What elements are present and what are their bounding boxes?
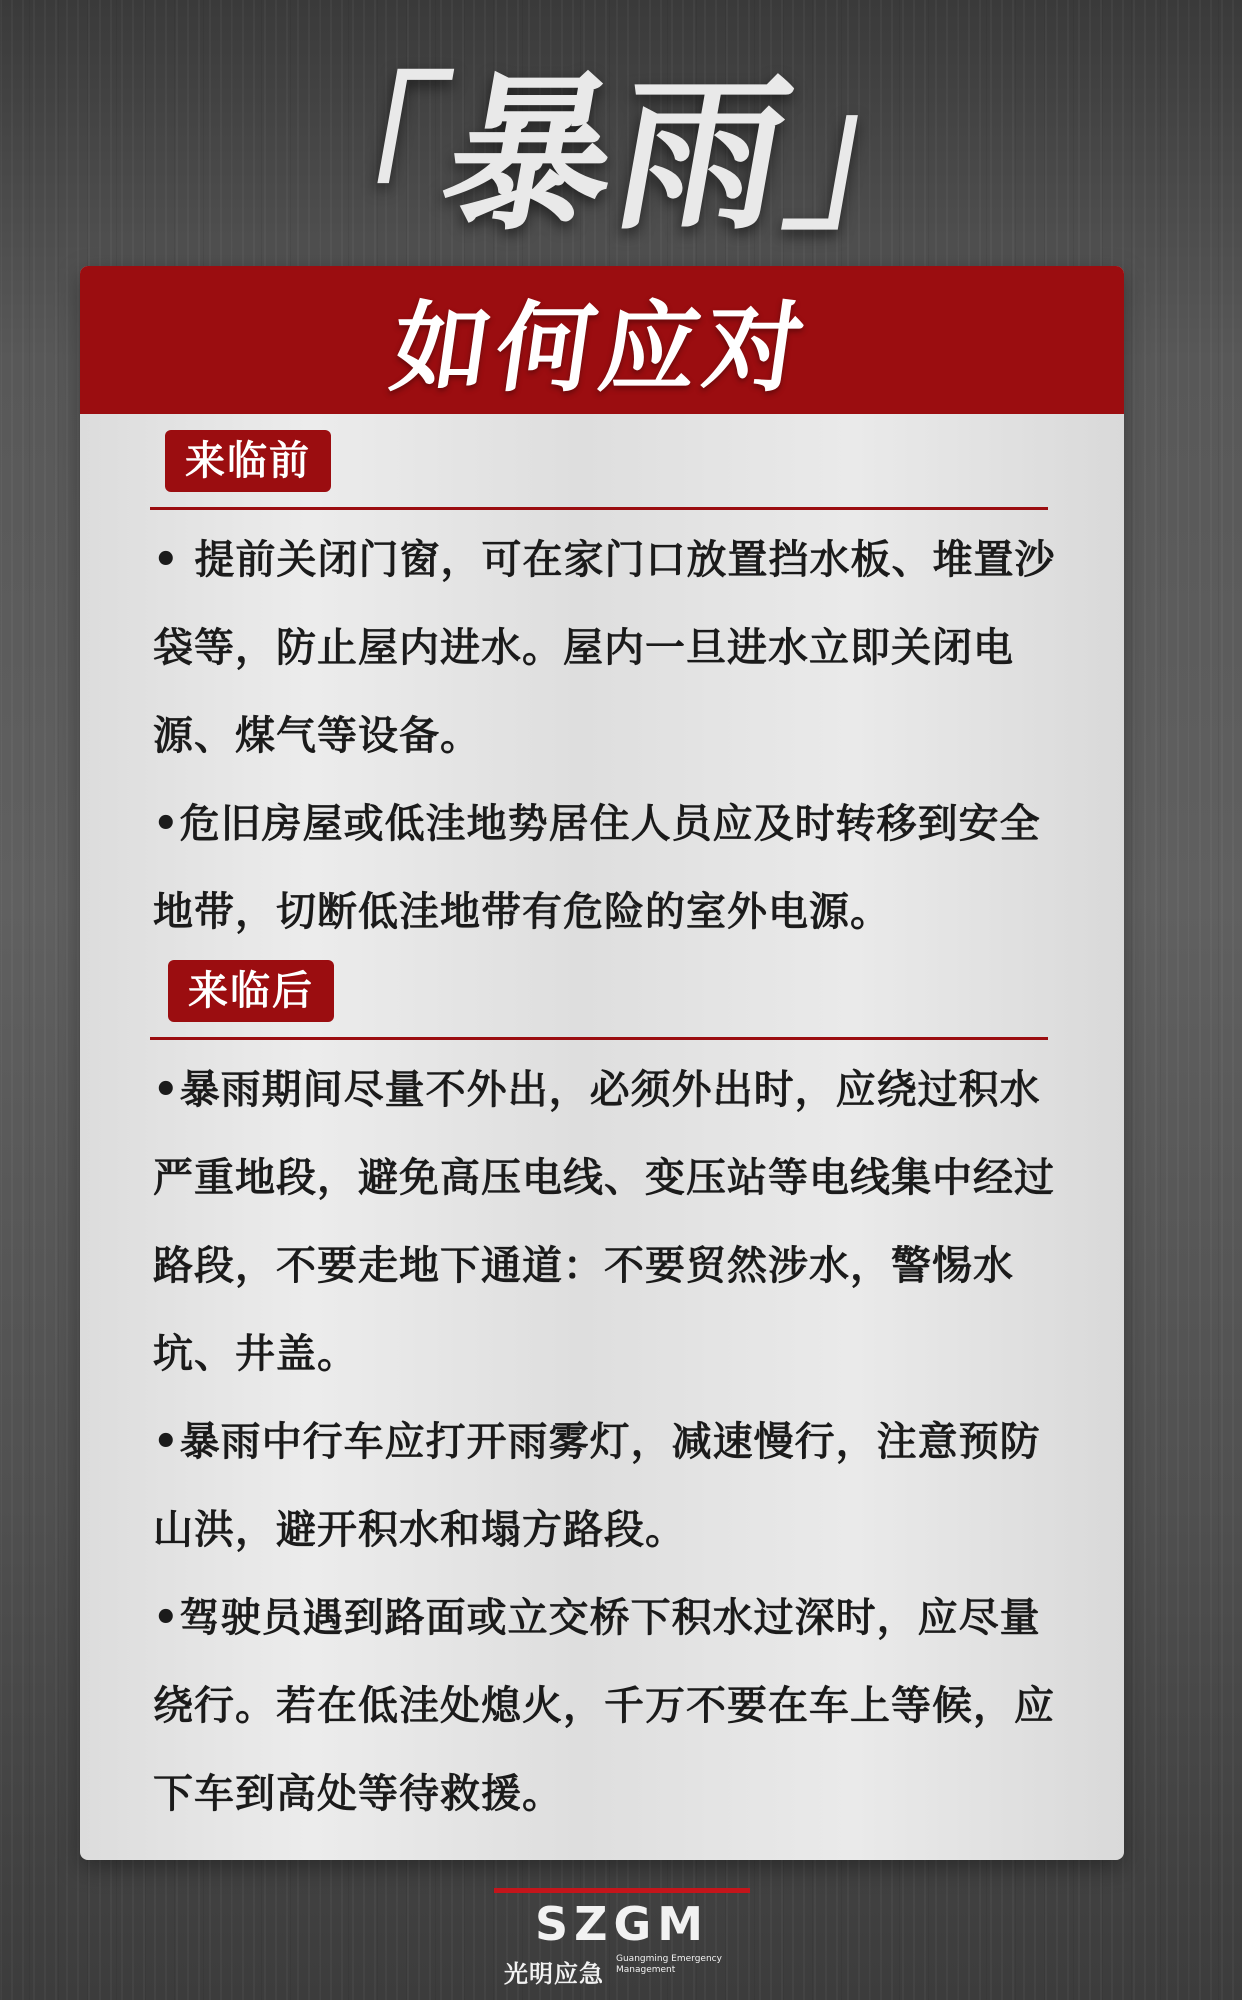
tip-item: •驾驶员遇到路面或立交桥下积水过深时，应尽量绕行。若在低洼处熄火，千万不要在车上等候，应下车到高处等待救援。 — [153, 1595, 1055, 1817]
brand-name-en: Guangming Emergency Management — [616, 1954, 722, 1975]
card-title: 如何应对 — [384, 291, 817, 406]
brand-name-cn: 光明应急 — [504, 1960, 604, 1988]
info-card — [80, 266, 1124, 1860]
brand-mark-text: SZGM — [534, 1897, 710, 1948]
card-header — [80, 266, 1124, 414]
section-tag-after: 来临后 — [168, 960, 334, 1022]
section-divider-after — [150, 1037, 1048, 1040]
section-tag-before: 来临前 — [165, 430, 331, 492]
headline-text: 「暴雨」 — [257, 56, 980, 253]
headline — [0, 36, 1242, 253]
tip-item: • 提前关闭门窗，可在家门口放置挡水板、堆置沙袋等，防止屋内进水。屋内一旦进水立即关闭电源、煤气等设备。 — [153, 537, 1056, 759]
brand-logo — [484, 1888, 760, 1988]
section-divider-before — [150, 507, 1048, 510]
tip-item: •暴雨中行车应打开雨雾灯，减速慢行，注意预防山洪，避开积水和塌方路段。 — [153, 1419, 1041, 1553]
tip-item: •暴雨期间尽量不外出，必须外出时，应绕过积水严重地段，避免高压电线、变压站等电线集中经过路段，不要走地下通道：不要贸然涉水，警惕水坑、井盖。 — [153, 1067, 1055, 1377]
tip-item: •危旧房屋或低洼地势居住人员应及时转移到安全地带，切断低洼地带有危险的室外电源。 — [153, 801, 1041, 935]
brand-mark-icon — [484, 1888, 760, 1948]
